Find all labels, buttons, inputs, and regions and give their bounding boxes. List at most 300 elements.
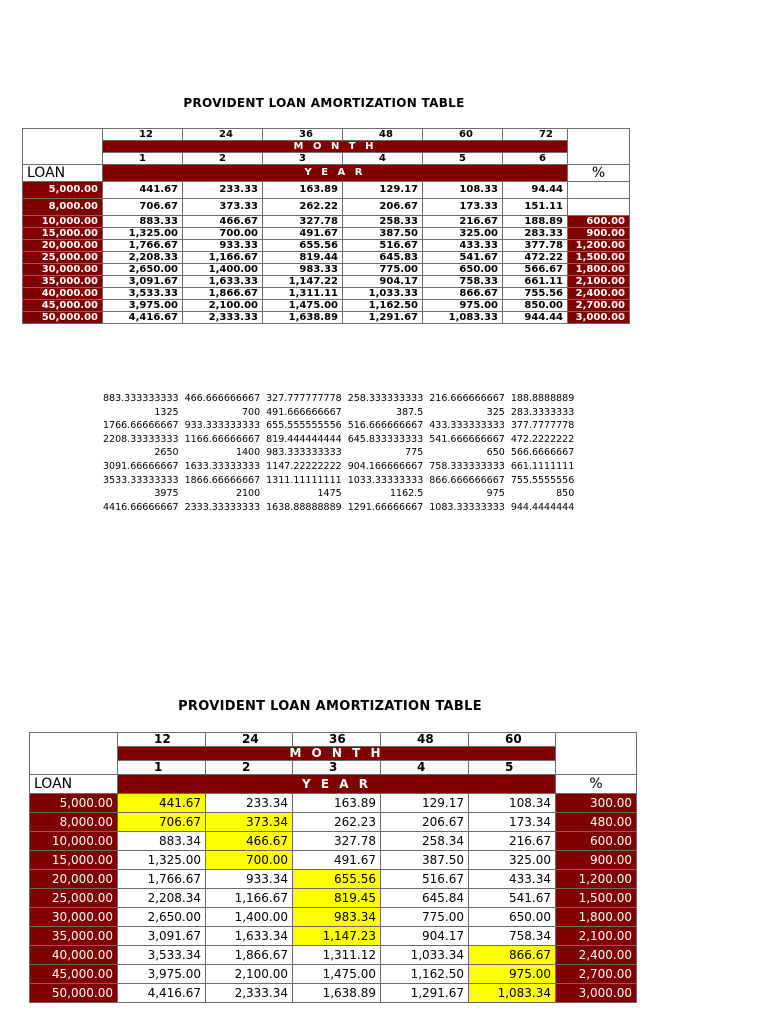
- payment-cell: 433.34: [469, 870, 556, 889]
- year-cell: 1: [118, 761, 206, 775]
- amortization-table-2: [29, 732, 637, 1003]
- percent-cell: [568, 182, 630, 199]
- table-row: [30, 908, 637, 927]
- table-row: [23, 312, 630, 324]
- payment-cell: 206.67: [381, 813, 469, 832]
- payment-cell: 1,633.34: [206, 927, 293, 946]
- raw-value-cell: 850: [556, 488, 575, 500]
- corner-cell: [30, 733, 118, 775]
- loan-amount-cell: 8,000.00: [23, 199, 103, 216]
- month-cell: 12: [103, 129, 183, 141]
- raw-value-cell: 775: [405, 447, 424, 459]
- percent-cell: 1,800.00: [556, 908, 637, 927]
- payment-cell: 655.56: [293, 870, 381, 889]
- table1-title: PROVIDENT LOAN AMORTIZATION TABLE: [183, 96, 465, 110]
- payment-cell: 1,083.33: [423, 312, 503, 324]
- payment-cell: 758.33: [423, 276, 503, 288]
- raw-value-cell: 4416.66666667: [103, 501, 179, 513]
- percent-cell: 2,100.00: [556, 927, 637, 946]
- raw-row: [100, 474, 577, 488]
- loan-amount-cell: 30,000.00: [23, 264, 103, 276]
- payment-cell: 566.67: [503, 264, 568, 276]
- loan-amount-cell: 15,000.00: [23, 228, 103, 240]
- percent-cell: 1,200.00: [556, 870, 637, 889]
- payment-cell: 2,208.34: [118, 889, 206, 908]
- raw-value-cell: 819.444444444: [266, 433, 342, 445]
- table-row: [30, 832, 637, 851]
- payment-cell: 387.50: [381, 851, 469, 870]
- loan-amount-cell: 10,000.00: [23, 216, 103, 228]
- month-band-row: [23, 141, 630, 153]
- raw-row: [100, 460, 577, 474]
- payment-cell: 3,975.00: [103, 300, 183, 312]
- payment-cell: 775.00: [343, 264, 423, 276]
- loan-amount-cell: 25,000.00: [30, 889, 118, 908]
- loan-amount-cell: 20,000.00: [30, 870, 118, 889]
- payment-cell: 129.17: [343, 182, 423, 199]
- corner-cell: [23, 129, 103, 165]
- table-row: [23, 199, 630, 216]
- payment-cell: 1,162.50: [343, 300, 423, 312]
- month-number-row: [30, 733, 637, 747]
- payment-cell: 700.00: [206, 851, 293, 870]
- payment-cell: 2,650.00: [118, 908, 206, 927]
- payment-cell: 1,291.67: [343, 312, 423, 324]
- raw-value-cell: 755.5555556: [510, 474, 575, 486]
- payment-cell: 850.00: [503, 300, 568, 312]
- month-number-row: [23, 129, 630, 141]
- raw-value-cell: 661.1111111: [510, 460, 575, 472]
- raw-value-cell: 983.333333333: [266, 447, 342, 459]
- raw-value-cell: 1866.66666667: [184, 474, 261, 486]
- payment-cell: 108.33: [423, 182, 503, 199]
- raw-value-cell: 491.666666667: [266, 406, 342, 418]
- payment-cell: 441.67: [118, 794, 206, 813]
- payment-cell: 883.34: [118, 832, 206, 851]
- table-row: [23, 300, 630, 312]
- year-band: Y E A R: [103, 165, 568, 182]
- payment-cell: 377.78: [503, 240, 568, 252]
- payment-cell: 233.34: [206, 794, 293, 813]
- table-row: [30, 794, 637, 813]
- payment-cell: 975.00: [423, 300, 503, 312]
- payment-cell: 1,400.00: [183, 264, 263, 276]
- year-cell: 3: [263, 153, 343, 165]
- table-row: [23, 276, 630, 288]
- payment-cell: 387.50: [343, 228, 423, 240]
- table-row: [30, 889, 637, 908]
- raw-value-cell: 1638.88888889: [266, 501, 342, 513]
- raw-value-cell: 387.5: [396, 406, 424, 418]
- payment-cell: 706.67: [103, 199, 183, 216]
- table-row: [23, 264, 630, 276]
- raw-value-cell: 433.333333333: [429, 420, 505, 432]
- loan-amount-cell: 30,000.00: [30, 908, 118, 927]
- payment-cell: 466.67: [206, 832, 293, 851]
- raw-value-cell: 1166.66666667: [184, 433, 261, 445]
- percent-cell: 3,000.00: [568, 312, 630, 324]
- payment-cell: 94.44: [503, 182, 568, 199]
- table-row: [23, 252, 630, 264]
- month-band: M O N T H: [118, 747, 556, 761]
- payment-cell: 645.83: [343, 252, 423, 264]
- raw-value-cell: 1033.33333333: [347, 474, 424, 486]
- year-cell: 5: [423, 153, 503, 165]
- loan-amount-cell: 15,000.00: [30, 851, 118, 870]
- payment-cell: 655.56: [263, 240, 343, 252]
- label-row: [30, 775, 637, 794]
- payment-cell: 188.89: [503, 216, 568, 228]
- payment-cell: 650.00: [423, 264, 503, 276]
- payment-cell: 325.00: [423, 228, 503, 240]
- loan-label: LOAN: [23, 165, 103, 182]
- raw-value-cell: 2650: [154, 447, 179, 459]
- payment-cell: 1,475.00: [293, 965, 381, 984]
- raw-value-cell: 327.777777778: [266, 393, 342, 404]
- raw-value-cell: 1291.66666667: [347, 501, 424, 513]
- raw-value-cell: 466.666666667: [184, 393, 261, 404]
- payment-cell: 327.78: [293, 832, 381, 851]
- payment-cell: 944.44: [503, 312, 568, 324]
- payment-cell: 661.11: [503, 276, 568, 288]
- raw-value-cell: 944.4444444: [510, 501, 575, 513]
- payment-cell: 1,325.00: [103, 228, 183, 240]
- payment-cell: 1,638.89: [263, 312, 343, 324]
- payment-cell: 3,975.00: [118, 965, 206, 984]
- payment-cell: 1,166.67: [183, 252, 263, 264]
- month-band: M O N T H: [103, 141, 568, 153]
- payment-cell: 1,311.11: [263, 288, 343, 300]
- table-row: [30, 870, 637, 889]
- raw-value-cell: 645.833333333: [347, 433, 424, 445]
- loan-amount-cell: 40,000.00: [23, 288, 103, 300]
- payment-cell: 758.34: [469, 927, 556, 946]
- percent-cell: 2,700.00: [556, 965, 637, 984]
- payment-cell: 173.33: [423, 199, 503, 216]
- label-row: [23, 165, 630, 182]
- year-cell: 6: [503, 153, 568, 165]
- raw-value-cell: 1311.11111111: [266, 474, 342, 486]
- raw-row: [100, 406, 577, 420]
- table2-body: [30, 794, 637, 1003]
- percent-cell: [568, 199, 630, 216]
- payment-cell: 933.34: [206, 870, 293, 889]
- raw-value-cell: 1400: [235, 447, 261, 459]
- year-number-row: [30, 761, 637, 775]
- table2-title: PROVIDENT LOAN AMORTIZATION TABLE: [178, 699, 482, 714]
- raw-row: [100, 487, 577, 501]
- percent-cell: 1,200.00: [568, 240, 630, 252]
- payment-cell: 1,766.67: [103, 240, 183, 252]
- percent-cell: 1,500.00: [568, 252, 630, 264]
- percent-cell: 2,400.00: [568, 288, 630, 300]
- percent-cell: 900.00: [556, 851, 637, 870]
- raw-row: [100, 446, 577, 460]
- payment-cell: 283.33: [503, 228, 568, 240]
- payment-cell: 233.33: [183, 182, 263, 199]
- raw-value-cell: 216.666666667: [429, 393, 505, 404]
- raw-value-cell: 883.333333333: [103, 393, 179, 404]
- payment-cell: 3,533.34: [118, 946, 206, 965]
- month-cell: 36: [293, 733, 381, 747]
- payment-cell: 206.67: [343, 199, 423, 216]
- payment-cell: 262.22: [263, 199, 343, 216]
- raw-row: [100, 433, 577, 447]
- month-cell: 60: [469, 733, 556, 747]
- payment-cell: 933.33: [183, 240, 263, 252]
- payment-cell: 1,083.34: [469, 984, 556, 1003]
- raw-value-cell: 516.666666667: [347, 420, 424, 432]
- amortization-table-1: [22, 128, 630, 324]
- payment-cell: 129.17: [381, 794, 469, 813]
- percent-cell: 600.00: [568, 216, 630, 228]
- month-cell: 60: [423, 129, 503, 141]
- payment-cell: 173.34: [469, 813, 556, 832]
- raw-value-cell: 975: [486, 488, 505, 500]
- loan-amount-cell: 45,000.00: [30, 965, 118, 984]
- raw-value-cell: 1766.66666667: [103, 420, 179, 432]
- year-number-row: [23, 153, 630, 165]
- payment-cell: 983.34: [293, 908, 381, 927]
- payment-cell: 433.33: [423, 240, 503, 252]
- payment-cell: 866.67: [469, 946, 556, 965]
- raw-value-cell: 904.166666667: [347, 460, 424, 472]
- month-band-row: [30, 747, 637, 761]
- raw-value-cell: 2100: [235, 488, 261, 500]
- year-cell: 4: [381, 761, 469, 775]
- year-cell: 5: [469, 761, 556, 775]
- table1-body: [23, 182, 630, 324]
- payment-cell: 866.67: [423, 288, 503, 300]
- corner-cell-right: [556, 733, 637, 775]
- payment-cell: 904.17: [381, 927, 469, 946]
- payment-cell: 700.00: [183, 228, 263, 240]
- raw-value-cell: 655.555555556: [266, 420, 342, 432]
- payment-cell: 1,638.89: [293, 984, 381, 1003]
- table-row: [30, 984, 637, 1003]
- payment-cell: 541.67: [469, 889, 556, 908]
- payment-cell: 4,416.67: [118, 984, 206, 1003]
- loan-amount-cell: 8,000.00: [30, 813, 118, 832]
- percent-cell: 900.00: [568, 228, 630, 240]
- year-cell: 2: [183, 153, 263, 165]
- month-cell: 36: [263, 129, 343, 141]
- payment-cell: 491.67: [263, 228, 343, 240]
- payment-cell: 1,866.67: [183, 288, 263, 300]
- percent-cell: 1,800.00: [568, 264, 630, 276]
- raw-value-cell: 1083.33333333: [429, 501, 505, 513]
- payment-cell: 819.45: [293, 889, 381, 908]
- raw-value-cell: 258.333333333: [347, 393, 424, 404]
- percent-cell: 300.00: [556, 794, 637, 813]
- month-cell: 24: [206, 733, 293, 747]
- percent-cell: 480.00: [556, 813, 637, 832]
- payment-cell: 163.89: [293, 794, 381, 813]
- loan-amount-cell: 35,000.00: [30, 927, 118, 946]
- percent-cell: 2,700.00: [568, 300, 630, 312]
- table-row: [30, 851, 637, 870]
- loan-amount-cell: 5,000.00: [23, 182, 103, 199]
- payment-cell: 1,147.22: [263, 276, 343, 288]
- payment-cell: 1,866.67: [206, 946, 293, 965]
- payment-cell: 163.89: [263, 182, 343, 199]
- payment-cell: 2,333.33: [183, 312, 263, 324]
- payment-cell: 1,147.23: [293, 927, 381, 946]
- year-band: Y E A R: [118, 775, 556, 794]
- payment-cell: 975.00: [469, 965, 556, 984]
- raw-value-cell: 472.2222222: [510, 433, 575, 445]
- payment-cell: 441.67: [103, 182, 183, 199]
- month-cell: 48: [381, 733, 469, 747]
- raw-value-cell: 2208.33333333: [103, 433, 179, 445]
- payment-cell: 2,100.00: [206, 965, 293, 984]
- loan-amount-cell: 50,000.00: [30, 984, 118, 1003]
- loan-amount-cell: 5,000.00: [30, 794, 118, 813]
- payment-cell: 1,291.67: [381, 984, 469, 1003]
- raw-value-cell: 650: [486, 447, 505, 459]
- raw-value-cell: 3533.33333333: [103, 474, 179, 486]
- raw-row: [100, 419, 577, 433]
- payment-cell: 1,033.34: [381, 946, 469, 965]
- payment-cell: 706.67: [118, 813, 206, 832]
- payment-cell: 3,091.67: [118, 927, 206, 946]
- percent-label: %: [568, 165, 630, 182]
- loan-amount-cell: 45,000.00: [23, 300, 103, 312]
- payment-cell: 1,311.12: [293, 946, 381, 965]
- payment-cell: 755.56: [503, 288, 568, 300]
- payment-cell: 258.33: [343, 216, 423, 228]
- table-row: [30, 965, 637, 984]
- percent-cell: 2,100.00: [568, 276, 630, 288]
- payment-cell: 883.33: [103, 216, 183, 228]
- payment-cell: 1,033.33: [343, 288, 423, 300]
- payment-cell: 1,766.67: [118, 870, 206, 889]
- table-row: [23, 182, 630, 199]
- year-cell: 4: [343, 153, 423, 165]
- payment-cell: 3,533.33: [103, 288, 183, 300]
- table-row: [23, 240, 630, 252]
- table-row: [23, 288, 630, 300]
- raw-value-cell: 2333.33333333: [184, 501, 261, 513]
- loan-amount-cell: 40,000.00: [30, 946, 118, 965]
- payment-cell: 1,166.67: [206, 889, 293, 908]
- year-cell: 1: [103, 153, 183, 165]
- percent-cell: 2,400.00: [556, 946, 637, 965]
- loan-amount-cell: 25,000.00: [23, 252, 103, 264]
- corner-cell-right: [568, 129, 630, 165]
- payment-cell: 2,333.34: [206, 984, 293, 1003]
- percent-cell: 1,500.00: [556, 889, 637, 908]
- payment-cell: 775.00: [381, 908, 469, 927]
- raw-value-cell: 700: [241, 406, 261, 418]
- payment-cell: 2,208.33: [103, 252, 183, 264]
- raw-values-block: [100, 392, 577, 514]
- raw-value-cell: 1475: [317, 488, 342, 500]
- raw-values-body: [100, 392, 577, 514]
- payment-cell: 650.00: [469, 908, 556, 927]
- raw-row: [100, 501, 577, 515]
- raw-value-cell: 325: [486, 406, 505, 418]
- payment-cell: 108.34: [469, 794, 556, 813]
- payment-cell: 645.84: [381, 889, 469, 908]
- raw-value-cell: 541.666666667: [429, 433, 505, 445]
- percent-label: %: [556, 775, 637, 794]
- payment-cell: 258.34: [381, 832, 469, 851]
- table-row: [23, 216, 630, 228]
- payment-cell: 262.23: [293, 813, 381, 832]
- raw-value-cell: 866.666666667: [429, 474, 505, 486]
- table-row: [23, 228, 630, 240]
- raw-value-cell: 566.6666667: [510, 447, 575, 459]
- payment-cell: 1,633.33: [183, 276, 263, 288]
- raw-row: [100, 392, 577, 406]
- payment-cell: 4,416.67: [103, 312, 183, 324]
- payment-cell: 216.67: [469, 832, 556, 851]
- payment-cell: 983.33: [263, 264, 343, 276]
- month-cell: 48: [343, 129, 423, 141]
- payment-cell: 373.33: [183, 199, 263, 216]
- payment-cell: 516.67: [343, 240, 423, 252]
- raw-value-cell: 3975: [154, 488, 179, 500]
- table-row: [30, 946, 637, 965]
- payment-cell: 216.67: [423, 216, 503, 228]
- raw-value-cell: 188.8888889: [510, 393, 575, 404]
- table-row: [30, 927, 637, 946]
- payment-cell: 2,100.00: [183, 300, 263, 312]
- raw-value-cell: 1147.22222222: [266, 460, 342, 472]
- payment-cell: 491.67: [293, 851, 381, 870]
- payment-cell: 3,091.67: [103, 276, 183, 288]
- percent-cell: 600.00: [556, 832, 637, 851]
- table-row: [30, 813, 637, 832]
- payment-cell: 1,325.00: [118, 851, 206, 870]
- raw-value-cell: 933.333333333: [184, 420, 261, 432]
- payment-cell: 1,162.50: [381, 965, 469, 984]
- loan-label: LOAN: [30, 775, 118, 794]
- month-cell: 12: [118, 733, 206, 747]
- raw-value-cell: 1162.5: [390, 488, 424, 500]
- year-cell: 3: [293, 761, 381, 775]
- loan-amount-cell: 20,000.00: [23, 240, 103, 252]
- raw-value-cell: 377.7777778: [510, 420, 575, 432]
- loan-amount-cell: 35,000.00: [23, 276, 103, 288]
- payment-cell: 904.17: [343, 276, 423, 288]
- raw-value-cell: 758.333333333: [429, 460, 505, 472]
- month-cell: 24: [183, 129, 263, 141]
- raw-value-cell: 1325: [154, 406, 179, 418]
- percent-cell: 3,000.00: [556, 984, 637, 1003]
- payment-cell: 327.78: [263, 216, 343, 228]
- payment-cell: 373.34: [206, 813, 293, 832]
- payment-cell: 466.67: [183, 216, 263, 228]
- month-cell: 72: [503, 129, 568, 141]
- raw-value-cell: 3091.66666667: [103, 460, 179, 472]
- payment-cell: 541.67: [423, 252, 503, 264]
- raw-value-cell: 283.3333333: [510, 406, 575, 418]
- loan-amount-cell: 50,000.00: [23, 312, 103, 324]
- payment-cell: 2,650.00: [103, 264, 183, 276]
- payment-cell: 1,400.00: [206, 908, 293, 927]
- loan-amount-cell: 10,000.00: [30, 832, 118, 851]
- year-cell: 2: [206, 761, 293, 775]
- payment-cell: 516.67: [381, 870, 469, 889]
- payment-cell: 325.00: [469, 851, 556, 870]
- payment-cell: 819.44: [263, 252, 343, 264]
- payment-cell: 1,475.00: [263, 300, 343, 312]
- raw-value-cell: 1633.33333333: [184, 460, 261, 472]
- payment-cell: 151.11: [503, 199, 568, 216]
- payment-cell: 472.22: [503, 252, 568, 264]
